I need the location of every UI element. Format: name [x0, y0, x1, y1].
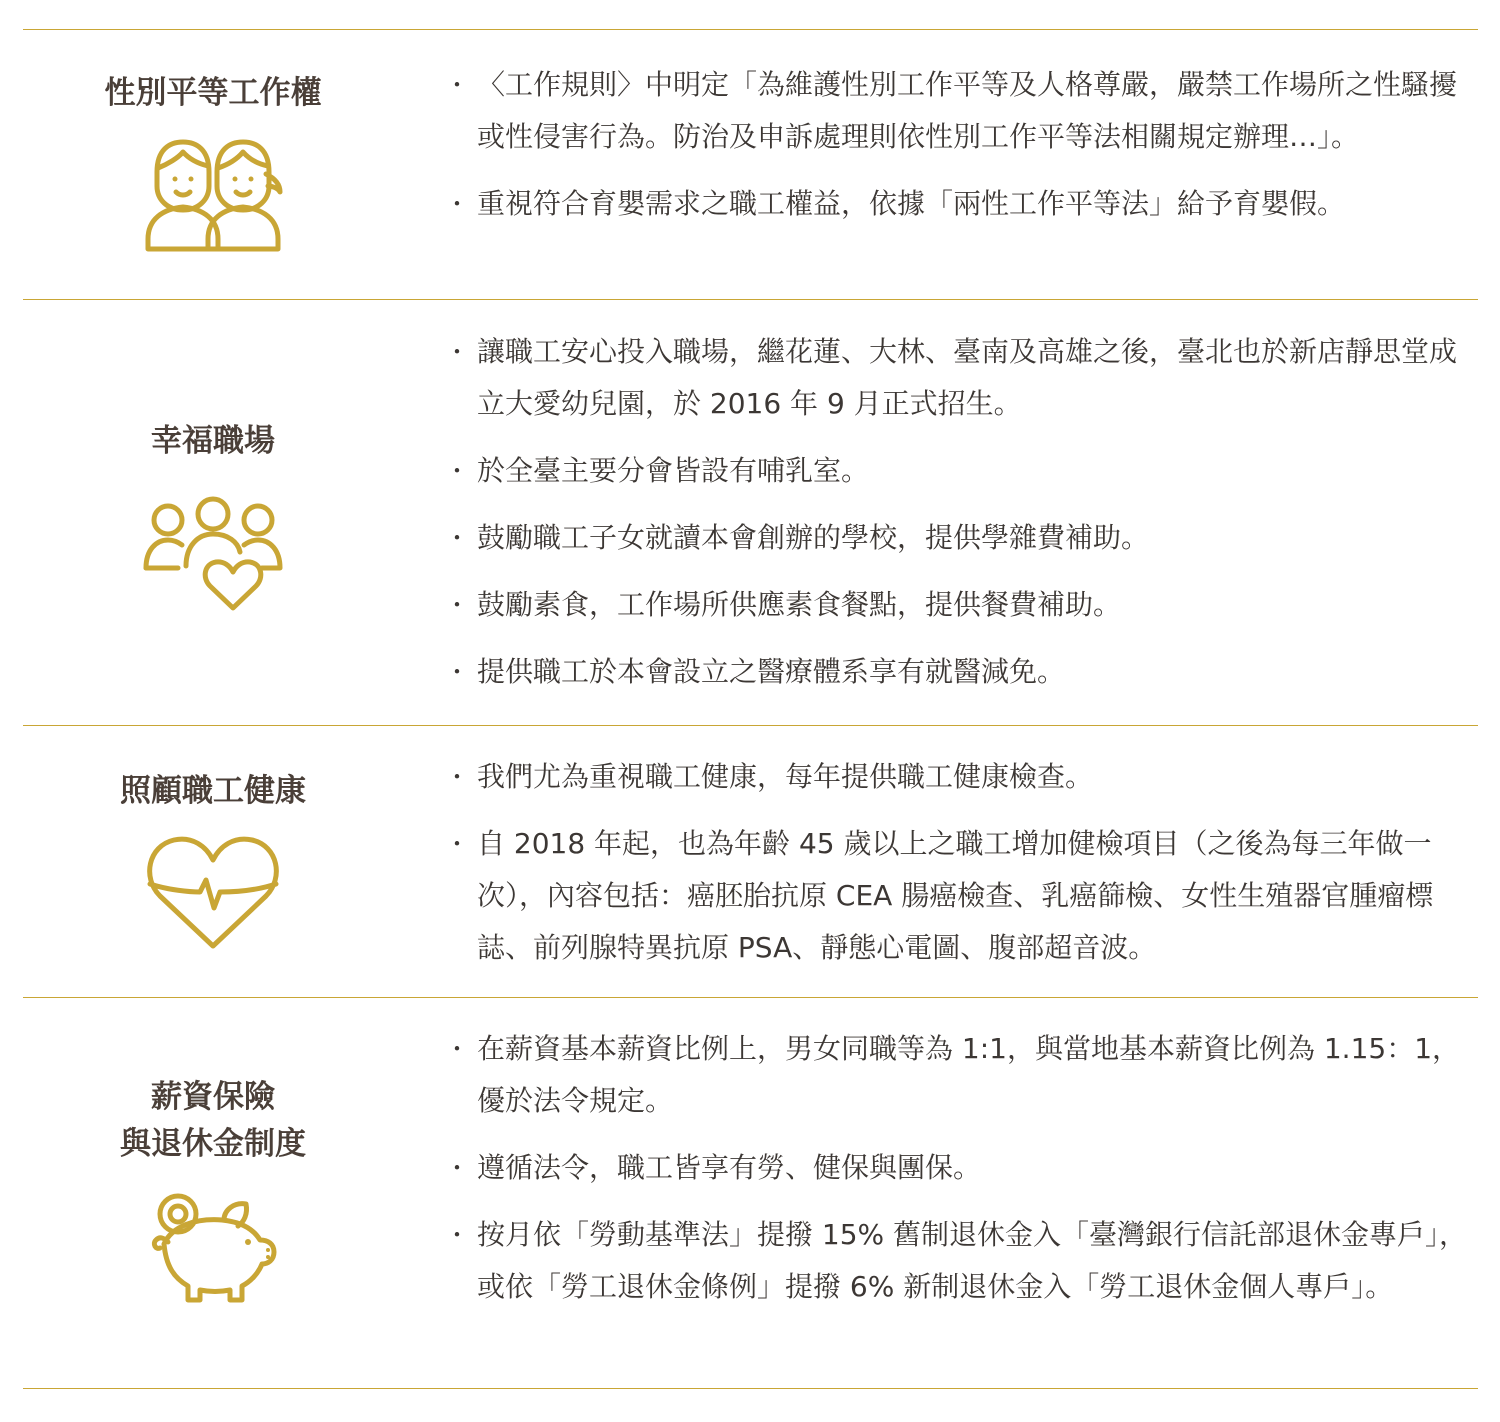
divider-bottom [23, 1388, 1478, 1389]
bullet-list [440, 751, 1480, 974]
two-people-icon [138, 134, 288, 264]
bullet-text: 讓職工安心投入職場，繼花蓮、大林、臺南及高雄之後，臺北也於新店靜思堂成立大愛幼兒園，於 2016 年 9 月正式招生。 [477, 335, 1458, 420]
bullet-text: 提供職工於本會設立之醫療體系享有就醫減免。 [477, 655, 1066, 688]
bullet-list [440, 1023, 1480, 1313]
section-left-column [23, 998, 403, 1388]
bullet-dot: ・ [445, 763, 469, 791]
section-happy-workplace [23, 300, 1478, 725]
bullet-text: 重視符合育嬰需求之職工權益，依據「兩性工作平等法」給予育嬰假。 [477, 187, 1346, 220]
bullet-dot: ・ [445, 1035, 469, 1063]
bullet-dot: ・ [445, 1154, 469, 1182]
bullet-dot: ・ [445, 524, 469, 552]
bullet-list [440, 326, 1480, 698]
section-salary-insurance-pension [23, 998, 1478, 1388]
bullet-dot: ・ [445, 830, 469, 858]
section-left-column [23, 726, 403, 997]
list-item [440, 579, 1480, 631]
bullet-text: 〈工作規則〉中明定「為維護性別工作平等及人格尊嚴，嚴禁工作場所之性騷擾或性侵害行為。防治及申訴處理則依性別工作平等法相關規定辦理…」。 [477, 68, 1458, 153]
bullet-text: 按月依「勞動基準法」提撥 15% 舊制退休金入「臺灣銀行信託部退休金專戶」，或依「勞工退休金條例」提撥 6% 新制退休金入「勞工退休金個人專戶」。 [477, 1218, 1468, 1303]
section-left-column [23, 30, 403, 299]
bullet-text: 鼓勵素食，工作場所供應素食餐點，提供餐費補助。 [477, 588, 1122, 621]
list-item [440, 445, 1480, 497]
section-title: 薪資保險 與退休金制度 [120, 1079, 306, 1162]
section-title: 幸福職場 [151, 423, 275, 459]
section-left-column [23, 300, 403, 725]
bullet-list [440, 59, 1480, 230]
list-item [440, 646, 1480, 698]
list-item [440, 178, 1480, 230]
bullet-dot: ・ [445, 457, 469, 485]
section-employee-health [23, 726, 1478, 997]
bullet-dot: ・ [445, 591, 469, 619]
piggy-bank-icon [138, 1182, 288, 1312]
bullet-text: 遵循法令，職工皆享有勞、健保與團保。 [477, 1151, 982, 1184]
bullet-text: 於全臺主要分會皆設有哺乳室。 [477, 454, 870, 487]
section-title: 性別平等工作權 [104, 75, 322, 111]
group-heart-icon [138, 490, 288, 620]
list-item [440, 512, 1480, 564]
section-gender-equality [23, 30, 1478, 299]
list-item [440, 818, 1480, 974]
list-item [440, 326, 1480, 430]
bullet-dot: ・ [445, 71, 469, 99]
heart-pulse-icon [138, 826, 288, 956]
bullet-text: 自 2018 年起，也為年齡 45 歲以上之職工增加健檢項目（之後為每三年做一次），內容包括：癌胚胎抗原 CEA 腸癌檢查、乳癌篩檢、女性生殖器官腫瘤標誌、前列腺特異抗原 PSA、靜態心電圖、腹部超音波。 [477, 827, 1434, 964]
list-item [440, 1142, 1480, 1194]
section-title: 照顧職工健康 [120, 773, 306, 809]
bullet-dot: ・ [445, 658, 469, 686]
bullet-text: 在薪資基本薪資比例上，男女同職等為 1:1，與當地基本薪資比例為 1.15：1，優於法令規定。 [477, 1032, 1461, 1117]
bullet-text: 鼓勵職工子女就讀本會創辦的學校，提供學雜費補助。 [477, 521, 1150, 554]
bullet-text: 我們尤為重視職工健康，每年提供職工健康檢查。 [477, 760, 1094, 793]
list-item [440, 1023, 1480, 1127]
list-item [440, 751, 1480, 803]
list-item [440, 1209, 1480, 1313]
bullet-dot: ・ [445, 1221, 469, 1249]
bullet-dot: ・ [445, 338, 469, 366]
bullet-dot: ・ [445, 190, 469, 218]
list-item [440, 59, 1480, 163]
